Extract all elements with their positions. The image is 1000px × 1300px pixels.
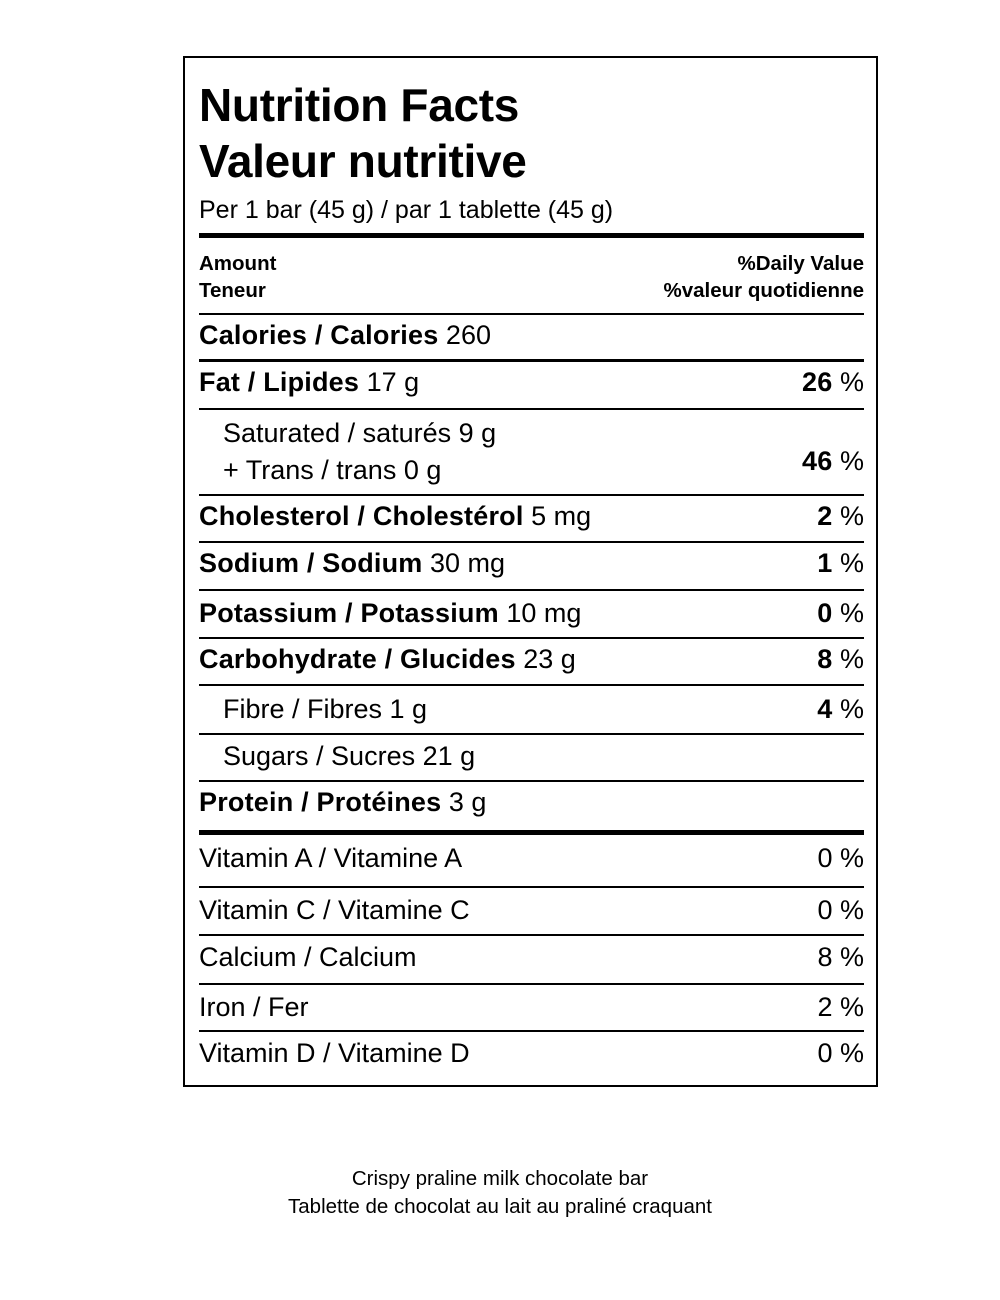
product-name-french: Tablette de chocolat au lait au praliné craquant (288, 1195, 712, 1218)
potassium-amount: 10 mg (506, 598, 582, 628)
vitamin-c-label: Vitamin C / Vitamine C (199, 895, 470, 925)
divider (199, 983, 864, 985)
sugars-label: Sugars / Sucres 21 g (223, 741, 476, 771)
daily-value-header-fr: %valeur quotidienne (663, 279, 864, 302)
calcium-percent: 8 % (817, 942, 864, 972)
carbohydrate-percent: 8 (817, 644, 833, 674)
percent-sign: % (839, 644, 864, 674)
divider (199, 359, 864, 362)
protein-amount: 3 g (448, 787, 487, 817)
calories-label: Calories / Calories (199, 320, 439, 350)
divider (199, 934, 864, 936)
amount-header-fr: Teneur (199, 279, 266, 302)
daily-value-header-en: %Daily Value (737, 252, 864, 275)
calories-value: 260 (445, 320, 491, 350)
divider (199, 313, 864, 315)
potassium-label: Potassium / Potassium (199, 598, 499, 628)
percent-sign: % (839, 501, 864, 531)
thick-divider (199, 830, 864, 835)
divider (199, 408, 864, 410)
vitamin-c-percent: 0 % (817, 895, 864, 925)
divider (199, 541, 864, 543)
saturated-label: Saturated / saturés 9 g (223, 418, 497, 448)
iron-label: Iron / Fer (199, 992, 309, 1022)
daily-value-header (664, 250, 864, 304)
fat-amount: 17 g (366, 367, 420, 397)
fat-percent: 26 (802, 367, 833, 397)
vitamin-a-label: Vitamin A / Vitamine A (199, 843, 463, 873)
vitamin-a-percent: 0 % (817, 843, 864, 873)
cholesterol-label: Cholesterol / Cholestérol (199, 501, 524, 531)
title-english: Nutrition Facts (199, 79, 520, 131)
title-french: Valeur nutritive (199, 135, 527, 187)
carbohydrate-label: Carbohydrate / Glucides (199, 644, 516, 674)
divider (199, 886, 864, 888)
saturated-trans-pct: 46 (802, 446, 833, 476)
percent-sign: % (839, 367, 864, 397)
vitamin-d-percent: 0 % (817, 1038, 864, 1068)
divider (199, 780, 864, 782)
vitamin-d-label: Vitamin D / Vitamine D (199, 1038, 470, 1068)
carbohydrate-amount: 23 g (523, 644, 576, 674)
product-caption (0, 1165, 1000, 1221)
amount-header (199, 250, 276, 304)
divider (199, 1030, 864, 1032)
percent-sign: % (839, 694, 864, 724)
divider (199, 733, 864, 735)
serving-size: Per 1 bar (45 g) / par 1 tablette (45 g) (199, 196, 614, 224)
trans-label: + Trans / trans 0 g (223, 455, 442, 485)
divider (199, 494, 864, 496)
sodium-amount: 30 mg (430, 548, 506, 578)
fat-label: Fat / Lipides (199, 367, 360, 397)
fibre-label: Fibre / Fibres 1 g (223, 694, 428, 724)
percent-sign: % (839, 598, 864, 628)
divider (199, 684, 864, 686)
iron-percent: 2 % (817, 992, 864, 1022)
divider (199, 637, 864, 639)
thick-divider (199, 233, 864, 238)
amount-header-en: Amount (199, 252, 277, 275)
fibre-percent: 4 (817, 694, 833, 724)
potassium-percent: 0 (817, 598, 833, 628)
percent-sign: % (839, 446, 864, 476)
cholesterol-amount: 5 mg (531, 501, 592, 531)
calcium-label: Calcium / Calcium (199, 942, 417, 972)
sodium-percent: 1 (817, 548, 833, 578)
protein-label: Protein / Protéines (199, 787, 442, 817)
percent-sign: % (839, 548, 864, 578)
cholesterol-percent: 2 (817, 501, 833, 531)
nutrition-facts-panel (183, 56, 878, 1087)
product-name-english: Crispy praline milk chocolate bar (351, 1167, 649, 1190)
divider (199, 589, 864, 591)
sodium-label: Sodium / Sodium (199, 548, 423, 578)
